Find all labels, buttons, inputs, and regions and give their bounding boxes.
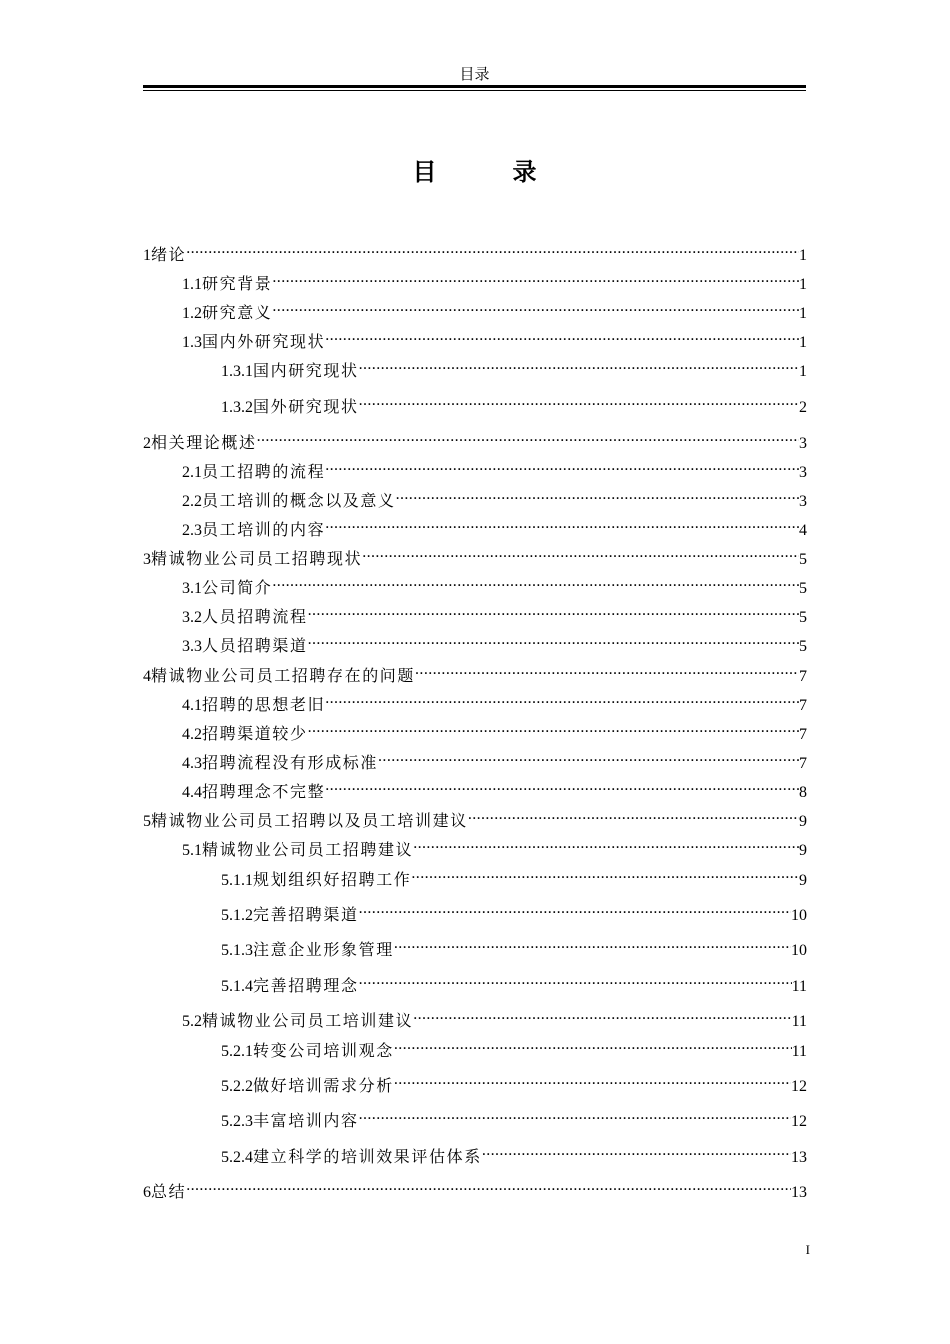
- toc-entry[interactable]: [0, 296, 807, 322]
- toc-entry[interactable]: [0, 267, 807, 293]
- toc-entry-title: 员工培训的内容: [202, 522, 326, 539]
- toc-entry-number: 5.1: [182, 842, 202, 859]
- toc-entry-page: 10: [791, 907, 807, 924]
- toc-dot-leader: [362, 542, 799, 564]
- toc-entry-title: 丰富培训内容: [253, 1113, 359, 1130]
- toc-entry[interactable]: [0, 688, 807, 714]
- page-header: 目录: [459, 67, 490, 83]
- toc-entry-title: 精诚物业公司员工培训建议: [202, 1013, 414, 1030]
- toc-entry-page: 12: [791, 1078, 807, 1095]
- toc-dot-leader: [272, 296, 799, 318]
- toc-dot-leader: [257, 426, 799, 448]
- toc-entry-page: 4: [799, 522, 807, 539]
- toc-entry[interactable]: [0, 775, 807, 801]
- toc-dot-leader: [468, 804, 799, 826]
- toc-entry-number: 2.3: [182, 522, 202, 539]
- toc-entry-page: 5: [799, 638, 807, 655]
- toc-entry[interactable]: [0, 1140, 807, 1166]
- toc-entry[interactable]: [0, 542, 807, 568]
- toc-entry-title: 国外研究现状: [253, 399, 359, 416]
- toc-entry-title: 人员招聘流程: [202, 609, 308, 626]
- toc-entry-page: 12: [791, 1113, 807, 1130]
- toc-entry-title: 完善招聘理念: [253, 978, 359, 995]
- toc-entry[interactable]: [0, 1104, 807, 1130]
- toc-entry-number: 5.2.3: [221, 1113, 253, 1130]
- toc-entry-number: 1.3.1: [221, 363, 253, 380]
- toc-entry-title: 建立科学的培训效果评估体系: [253, 1149, 482, 1166]
- toc-entry-page: 1: [799, 305, 807, 322]
- toc-entry-title: 相关理论概述: [151, 435, 257, 452]
- toc-entry-page: 9: [799, 813, 807, 830]
- toc-entry-title: 国内外研究现状: [202, 334, 326, 351]
- toc-dot-leader: [396, 484, 799, 506]
- toc-entry-page: 9: [799, 842, 807, 859]
- toc-dot-leader: [359, 898, 791, 920]
- toc-entry[interactable]: [0, 354, 807, 380]
- toc-entry-title: 人员招聘渠道: [202, 638, 308, 655]
- toc-entry[interactable]: [0, 484, 807, 510]
- toc-entry-title: 招聘的思想老旧: [202, 697, 326, 714]
- toc-entry-page: 9: [799, 872, 807, 889]
- toc-entry-page: 5: [799, 551, 807, 568]
- toc-entry[interactable]: [0, 746, 807, 772]
- toc-entry-number: 5.2: [182, 1013, 202, 1030]
- toc-entry-title: 公司简介: [202, 580, 273, 597]
- toc-entry-number: 5.1.1: [221, 872, 253, 889]
- toc-entry[interactable]: [0, 833, 807, 859]
- toc-dot-leader: [359, 969, 792, 991]
- toc-entry-number: 5.2.2: [221, 1078, 253, 1095]
- toc-entry-title: 员工培训的概念以及意义: [202, 493, 396, 510]
- toc-entry-number: 2.1: [182, 464, 202, 481]
- toc-entry[interactable]: [0, 1034, 807, 1060]
- toc-entry-number: 1.3: [182, 334, 202, 351]
- toc-entry[interactable]: [0, 513, 807, 539]
- toc-entry[interactable]: [0, 804, 807, 830]
- toc-entry-title: 精诚物业公司员工招聘存在的问题: [151, 668, 416, 685]
- toc-entry[interactable]: [0, 659, 807, 685]
- toc-entry-page: 1: [799, 363, 807, 380]
- toc-entry-title: 绪论: [151, 247, 187, 264]
- toc-dot-leader: [325, 775, 799, 797]
- toc-entry-title: 员工招聘的流程: [202, 464, 326, 481]
- toc-entry-title: 精诚物业公司员工招聘以及员工培训建议: [151, 813, 468, 830]
- toc-entry-title: 注意企业形象管理: [253, 942, 394, 959]
- toc-entry-number: 5.2.1: [221, 1043, 253, 1060]
- toc-entry[interactable]: [0, 426, 807, 452]
- toc-dot-leader: [325, 325, 799, 347]
- toc-entry-page: 8: [799, 784, 807, 801]
- toc-dot-leader: [325, 455, 799, 477]
- toc-dot-leader: [394, 1034, 792, 1056]
- toc-entry-page: 2: [799, 399, 807, 416]
- toc-dot-leader: [378, 746, 799, 768]
- toc-entry[interactable]: [0, 238, 807, 264]
- toc-dot-leader: [308, 600, 799, 622]
- toc-dot-leader: [186, 1175, 791, 1197]
- toc-entry-page: 7: [799, 668, 807, 685]
- toc-entry-number: 3.1: [182, 580, 202, 597]
- toc-entry-title: 做好培训需求分析: [253, 1078, 394, 1095]
- toc-entry[interactable]: [0, 1175, 807, 1201]
- toc-dot-leader: [394, 933, 791, 955]
- toc-entry[interactable]: [0, 455, 807, 481]
- toc-dot-leader: [325, 688, 799, 710]
- toc-entry-title: 精诚物业公司员工招聘现状: [151, 551, 363, 568]
- toc-entry-number: 4.2: [182, 726, 202, 743]
- toc-entry-page: 11: [791, 1013, 807, 1030]
- toc-dot-leader: [308, 717, 799, 739]
- toc-entry-title: 招聘理念不完整: [202, 784, 326, 801]
- toc-entry-page: 7: [799, 726, 807, 743]
- toc-entry-number: 4.3: [182, 755, 202, 772]
- toc-title: 目 录: [412, 160, 563, 186]
- toc-entry-number: 2: [143, 435, 151, 452]
- toc-entry-title: 精诚物业公司员工招聘建议: [202, 842, 414, 859]
- toc-entry-number: 4.4: [182, 784, 202, 801]
- toc-dot-leader: [272, 267, 799, 289]
- toc-entry-number: 5: [143, 813, 151, 830]
- toc-entry-number: 4: [143, 668, 151, 685]
- toc-entry-page: 3: [799, 464, 807, 481]
- toc-entry-number: 3.3: [182, 638, 202, 655]
- toc-entry-page: 1: [799, 276, 807, 293]
- toc-entry-title: 招聘渠道较少: [202, 726, 308, 743]
- toc-entry-page: 10: [791, 942, 807, 959]
- toc-entry-title: 研究意义: [202, 305, 273, 322]
- toc-entry[interactable]: [0, 863, 807, 889]
- toc-entry-number: 5.1.2: [221, 907, 253, 924]
- toc-entry-page: 3: [799, 435, 807, 452]
- toc-entry-number: 6: [143, 1184, 151, 1201]
- toc-entry-title: 研究背景: [202, 276, 273, 293]
- toc-entry-page: 11: [791, 978, 807, 995]
- toc-entry-page: 13: [791, 1184, 807, 1201]
- toc-entry[interactable]: [0, 717, 807, 743]
- toc-dot-leader: [413, 833, 799, 855]
- toc-entry-title: 转变公司培训观念: [253, 1043, 394, 1060]
- page-number: I: [805, 1242, 810, 1257]
- toc-dot-leader: [415, 659, 799, 681]
- toc-dot-leader: [186, 238, 799, 260]
- toc-entry-page: 13: [791, 1149, 807, 1166]
- toc-entry-number: 1.3.2: [221, 399, 253, 416]
- toc-entry-number: 1.1: [182, 276, 202, 293]
- toc-entry[interactable]: [0, 390, 807, 416]
- toc-entry[interactable]: [0, 629, 807, 655]
- toc-entry[interactable]: [0, 571, 807, 597]
- toc-entry[interactable]: [0, 898, 807, 924]
- toc-entry-title: 国内研究现状: [253, 363, 359, 380]
- toc-entry-title: 总结: [151, 1184, 187, 1201]
- toc-dot-leader: [359, 354, 799, 376]
- toc-entry-number: 5.2.4: [221, 1149, 253, 1166]
- toc-dot-leader: [411, 863, 799, 885]
- toc-entry-number: 2.2: [182, 493, 202, 510]
- toc-entry-number: 1.2: [182, 305, 202, 322]
- toc-entry-page: 5: [799, 580, 807, 597]
- toc-entry[interactable]: [0, 933, 807, 959]
- toc-entry[interactable]: [0, 1069, 807, 1095]
- toc-dot-leader: [413, 1004, 791, 1026]
- toc-entry-number: 5.1.3: [221, 942, 253, 959]
- toc-entry-title: 招聘流程没有形成标准: [202, 755, 379, 772]
- toc-entry[interactable]: [0, 1004, 807, 1030]
- toc-entry-page: 7: [799, 697, 807, 714]
- toc-entry-page: 1: [799, 247, 807, 264]
- toc-entry[interactable]: [0, 600, 807, 626]
- toc-entry-number: 5.1.4: [221, 978, 253, 995]
- toc-entry-number: 3.2: [182, 609, 202, 626]
- toc-entry-page: 1: [799, 334, 807, 351]
- toc-dot-leader: [325, 513, 799, 535]
- toc-entry-number: 3: [143, 551, 151, 568]
- toc-dot-leader: [394, 1069, 791, 1091]
- toc-dot-leader: [359, 390, 799, 412]
- toc-dot-leader: [359, 1104, 791, 1126]
- toc-entry[interactable]: [0, 325, 807, 351]
- toc-dot-leader: [272, 571, 799, 593]
- toc-entry-page: 5: [799, 609, 807, 626]
- toc-entry-title: 完善招聘渠道: [253, 907, 359, 924]
- toc-dot-leader: [308, 629, 799, 651]
- toc-entry-page: 11: [791, 1043, 807, 1060]
- toc-entry-page: 3: [799, 493, 807, 510]
- toc-entry-number: 1: [143, 247, 151, 264]
- toc-dot-leader: [482, 1140, 791, 1162]
- toc-entry-number: 4.1: [182, 697, 202, 714]
- toc-entry[interactable]: [0, 969, 807, 995]
- toc-entry-page: 7: [799, 755, 807, 772]
- toc-entry-title: 规划组织好招聘工作: [253, 872, 412, 889]
